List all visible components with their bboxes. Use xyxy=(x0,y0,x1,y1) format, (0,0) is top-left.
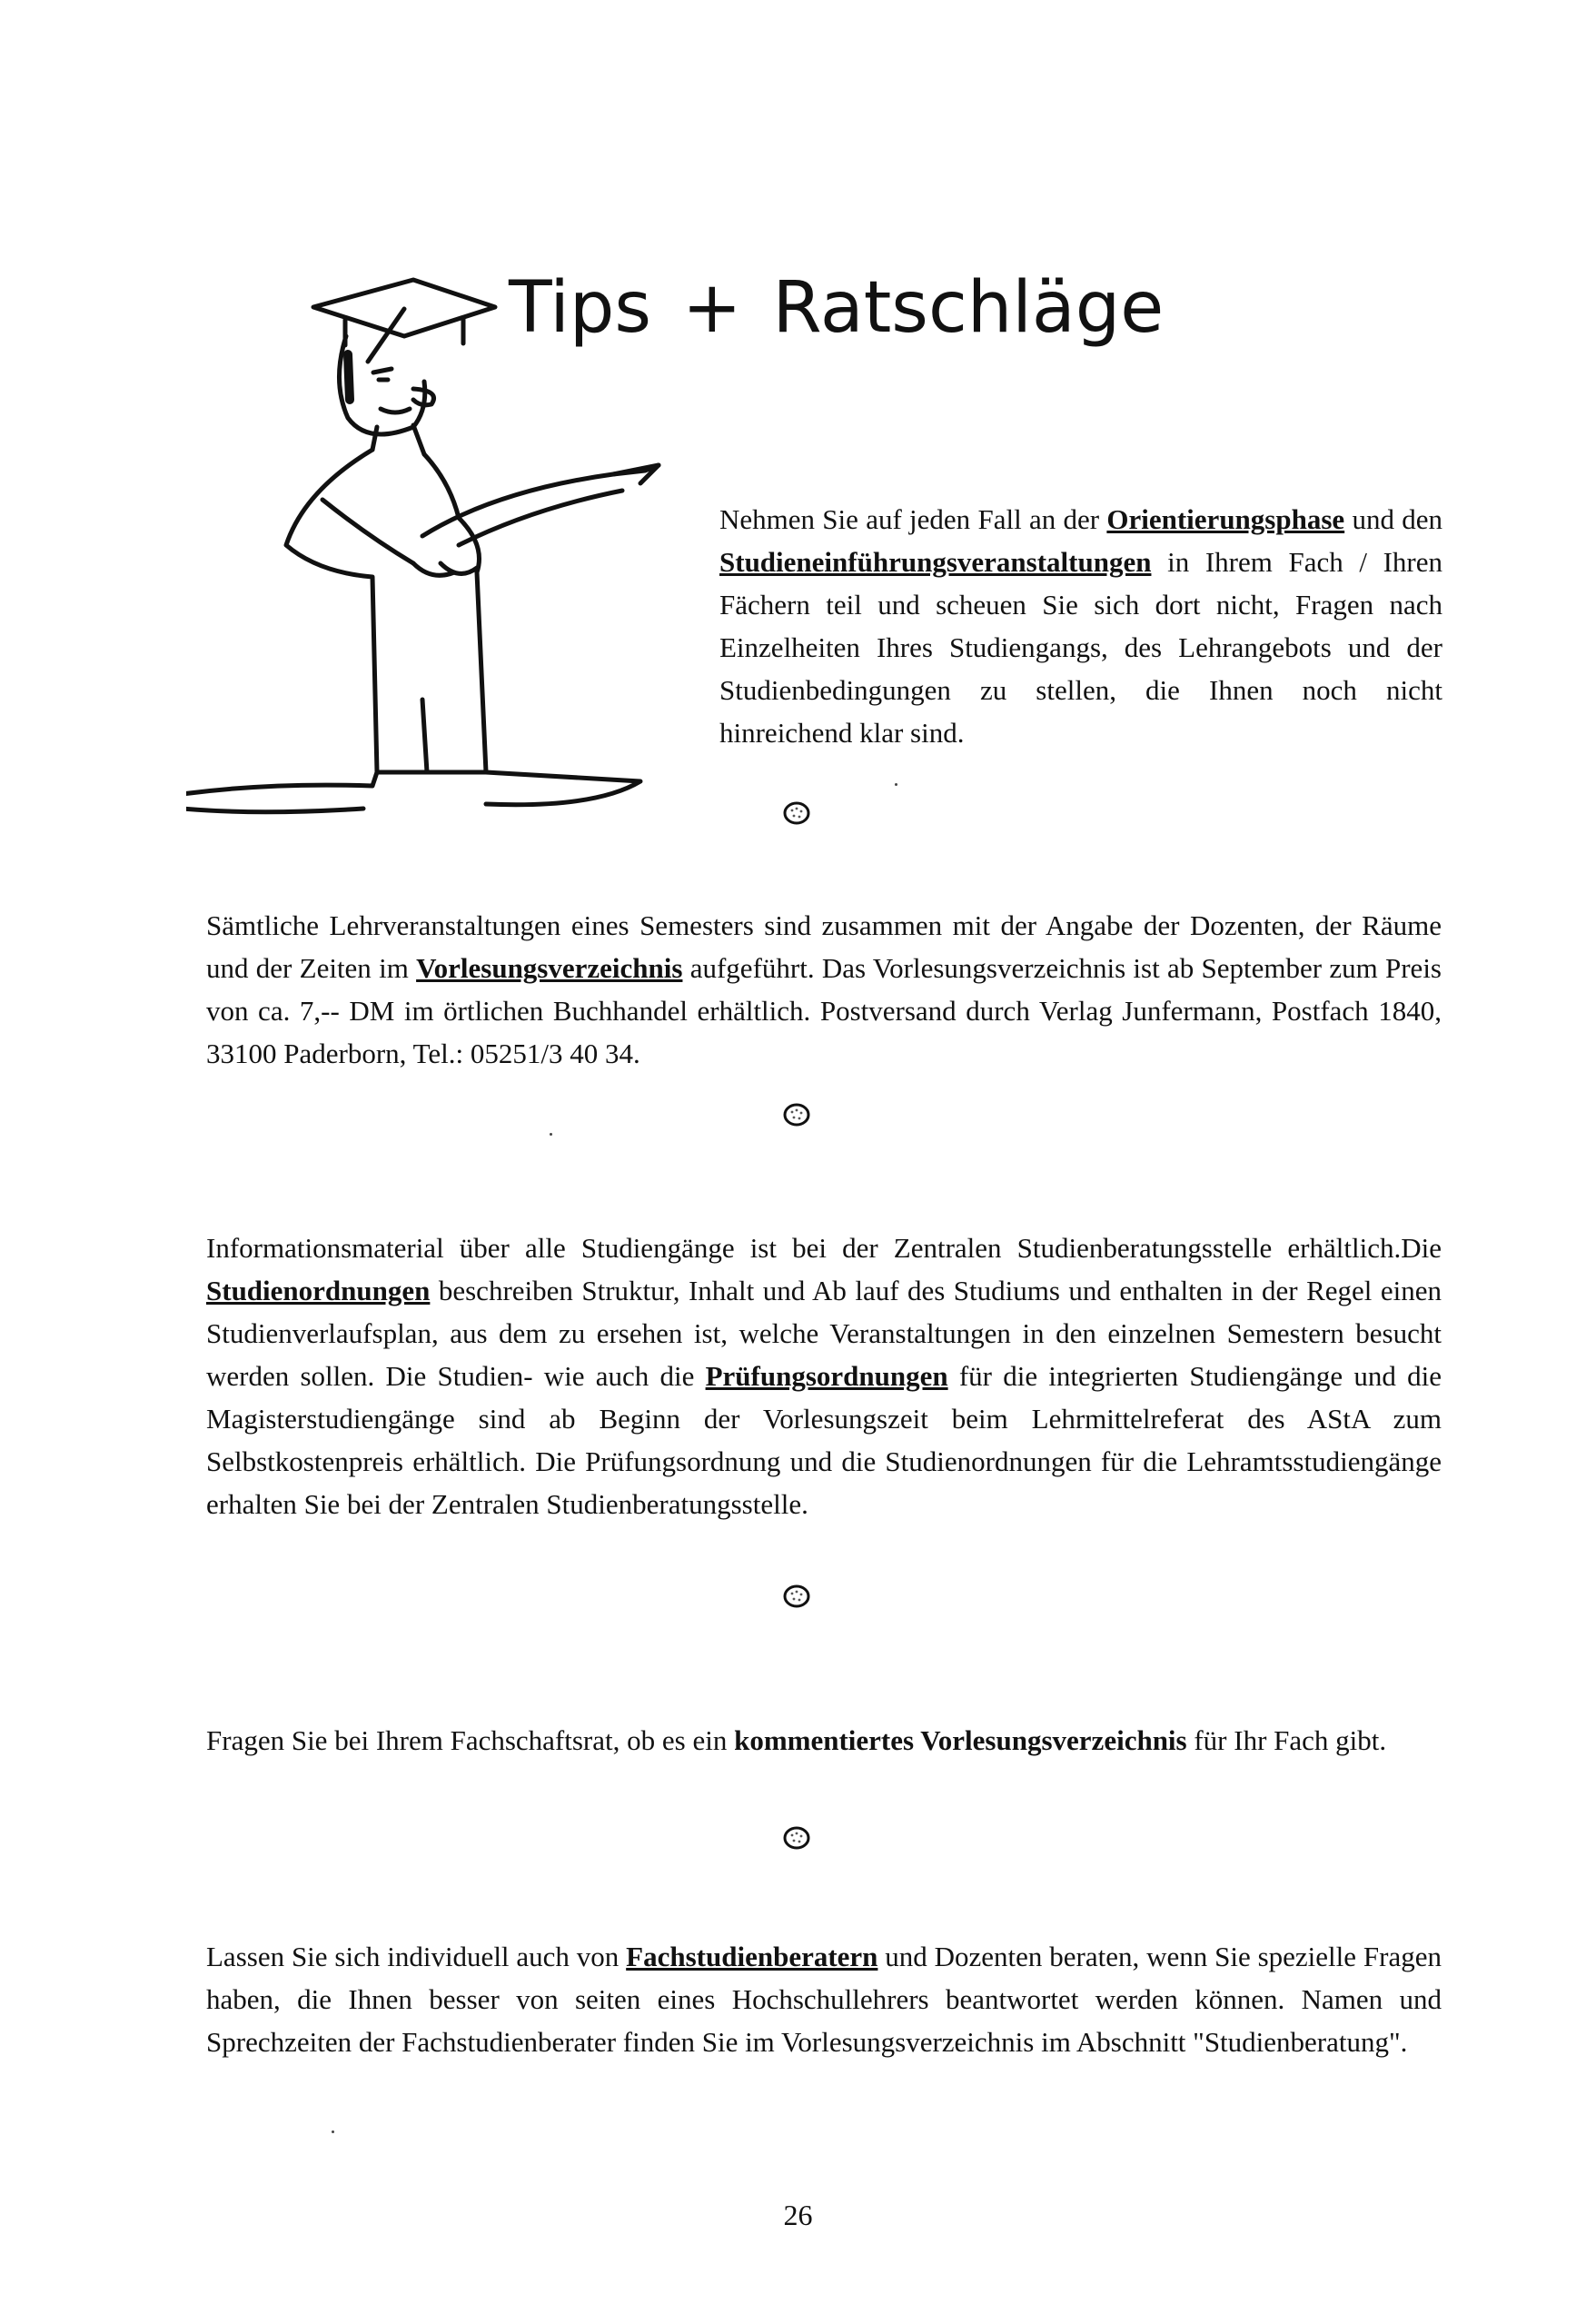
dotted-oval-bullet-icon xyxy=(783,799,810,827)
p3-text-2: beschreiben Struktur, Inhalt und Ab lauf des Studiums und enthalten in der Regel einen Studienverlaufsplan, aus dem zu ersehen ist, welche Veranstaltungen in den einzelnen Semestern besucht werden sollen. Die Studien- wie auch die xyxy=(206,1275,1442,1392)
paragraph-studienordnungen xyxy=(206,1226,1442,1525)
dotted-oval-bullet-icon xyxy=(783,1824,810,1852)
link-studienordnungen[interactable]: Studienordnungen xyxy=(206,1275,431,1306)
title-ratschlaege: Ratschläge xyxy=(772,267,1165,349)
scan-speck xyxy=(550,1133,552,1136)
link-fachstudienberatern[interactable]: Fachstudienberatern xyxy=(626,1941,878,1972)
p1-text-1: Nehmen Sie auf jeden Fall an der xyxy=(719,503,1107,535)
p5-text-1: Lassen Sie sich individuell auch von xyxy=(206,1941,627,1972)
scan-speck xyxy=(332,2130,334,2133)
p5-text-2: und Dozenten beraten, wenn Sie spezielle Fragen haben, die Ihnen besser von seiten eines Hochschullehrers beantwortet werden können. Namen und Sprechzeiten der Fachstudienberater finden Sie im Vorlesungsverzeichnis im Abschnitt "Studienberatung". xyxy=(206,1941,1442,2058)
paragraph-fachstudienberater xyxy=(206,1935,1442,2063)
dotted-oval-bullet-icon xyxy=(783,1583,810,1610)
paragraph-orientierung xyxy=(719,498,1442,754)
p3-text-3: für die integrierten Studiengänge und die Magisterstudiengänge sind ab Beginn der Vorlesungszeit beim Lehrmittelreferat des AStA zum Selbstkostenpreis erhältlich. Die Prüfungsordnung und die Studienordnungen für die Lehramtsstudiengänge erhalten Sie bei der Zentralen Studienberatungsstelle. xyxy=(206,1360,1442,1520)
p4-text-1: Fragen Sie bei Ihrem Fachschaftsrat, ob es ein xyxy=(206,1724,735,1756)
link-pruefungsordnungen[interactable]: Prüfungsordnungen xyxy=(705,1360,948,1392)
dotted-oval-bullet-icon xyxy=(783,1101,810,1128)
title-tips: Tips xyxy=(509,267,652,349)
link-studieneinfuehrungsveranstaltungen[interactable]: Studieneinführungsveranstaltungen xyxy=(719,546,1152,578)
p4-text-2: für Ihr Fach gibt. xyxy=(1186,1724,1387,1756)
p3-text-1: Informationsmaterial über alle Studiengänge ist bei der Zentralen Studienberatungsstelle erhältlich.Die xyxy=(206,1232,1442,1264)
page-number: 26 xyxy=(783,2199,813,2231)
p2-text-2: aufgeführt. Das Vorlesungsverzeichnis ist ab September zum Preis von ca. 7,-- DM im örtlichen Buchhandel erhältlich. Postversand durch Verlag Junfermann, Postfach 1840, 33100 Paderborn, Tel.: 05251/3 40 34. xyxy=(206,952,1442,1069)
title-plus: + xyxy=(682,267,742,349)
kommentiertes-vorlesungsverzeichnis: kommentiertes Vorlesungsverzeichnis xyxy=(734,1724,1187,1756)
scan-speck xyxy=(895,783,897,786)
p1-text-2: und den xyxy=(1344,503,1442,535)
paragraph-fachschaftsrat xyxy=(206,1719,1442,1762)
paragraph-vorlesungsverzeichnis xyxy=(206,904,1442,1075)
link-vorlesungsverzeichnis[interactable]: Vorlesungsverzeichnis xyxy=(416,952,683,984)
link-orientierungsphase[interactable]: Orientierungsphase xyxy=(1106,503,1345,535)
professor-pointing-icon xyxy=(186,273,768,836)
p1-text-3: in Ihrem Fach / Ihren Fächern teil und scheuen Sie sich dort nicht, Fragen nach Einzelheiten Ihres Studiengangs, des Lehrangebots und der Studienbedingungen zu stellen, die Ihnen noch nicht hinreichend klar sind. xyxy=(719,546,1442,749)
p2-text-1: Sämtliche Lehrveranstaltungen eines Semesters sind zusammen mit der Angabe der Dozenten, der Räume und der Zeiten im xyxy=(206,909,1442,984)
